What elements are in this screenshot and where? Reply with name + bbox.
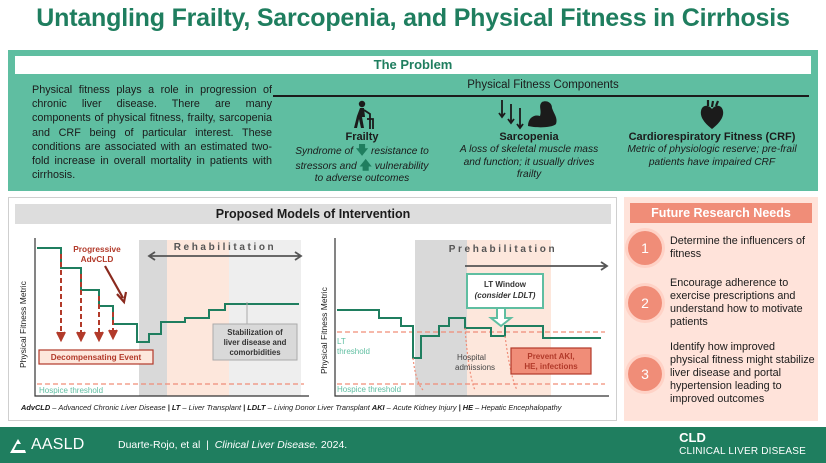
lt-window-sub: (consider LDLT) xyxy=(474,291,536,300)
crf-title: Cardiorespiratory Fitness (CRF) xyxy=(628,131,796,143)
future-item-2 xyxy=(628,277,816,329)
aasld-logo-icon xyxy=(8,435,28,455)
frailty-desc-2a: stressors and xyxy=(295,160,357,172)
component-crf xyxy=(614,98,810,169)
problem-heading: The Problem xyxy=(15,56,811,74)
future-item-1 xyxy=(628,231,816,265)
prevent-label-2: HE, infections xyxy=(524,362,578,371)
footer xyxy=(0,427,826,463)
rehab-phase-label: Rehabilitation xyxy=(173,242,277,253)
stabilization-label-3: comorbidities xyxy=(229,348,281,357)
rehab-ylabel: Physical Fitness Metric xyxy=(18,281,28,368)
hospital-label-1: Hospital xyxy=(457,353,486,362)
component-sarcopenia xyxy=(454,98,604,182)
problem-text: Physical fitness plays a role in progression of chronic liver disease. There are many components of physical fitness, frailty, sarcopenia and CRF being of particular interest. These conditions are associated with an estimated two-fold increase in overall mortality in patients with cirrhosis. xyxy=(32,84,272,182)
prehab-model-diagram xyxy=(315,226,615,401)
rehab-gray-band xyxy=(139,240,167,396)
component-frailty xyxy=(276,98,448,186)
future-num-3: 3 xyxy=(628,357,662,391)
progressive-label-1: Progressive xyxy=(73,244,121,254)
frailty-desc-1b: resistance to xyxy=(371,146,429,157)
future-text-2: Encourage adherence to exercise prescriptions and understand how to motivate patients xyxy=(670,277,803,328)
cld-long: CLINICAL LIVER DISEASE xyxy=(679,446,806,457)
future-heading: Future Research Needs xyxy=(630,203,812,223)
down-arrow-icon: 🡇 xyxy=(355,143,369,157)
aasld-logo xyxy=(8,435,84,455)
problem-panel xyxy=(8,50,818,191)
rehab-light-band xyxy=(229,240,301,396)
rehab-model-diagram xyxy=(9,226,315,401)
citation: Duarte-Rojo, et al | Clinical Liver Disease. 2024. xyxy=(118,439,348,451)
decompensating-label: Decompensating Event xyxy=(50,353,142,362)
sarcopenia-title: Sarcopenia xyxy=(499,131,559,143)
lt-threshold-label-2: threshold xyxy=(337,347,370,356)
progressive-label-2: AdvCLD xyxy=(80,254,114,264)
crf-desc: Metric of physiologic reserve; pre-frail patients have impaired CRF xyxy=(627,144,797,168)
future-panel xyxy=(624,197,818,421)
lt-threshold-label-1: LT xyxy=(337,337,346,346)
rehab-hospice-label: Hospice threshold xyxy=(39,386,104,395)
frailty-desc-2b: vulnerability xyxy=(374,160,429,172)
page-title: Untangling Frailty, Sarcopenia, and Physical Fitness in Cirrhosis xyxy=(36,4,790,32)
frailty-desc-3: to adverse outcomes xyxy=(314,173,410,184)
up-arrow-icon: 🡅 xyxy=(359,157,372,172)
cld-short: CLD xyxy=(679,430,706,445)
prehab-ylabel: Physical Fitness Metric xyxy=(319,287,329,374)
future-num-2: 2 xyxy=(628,286,662,320)
frailty-title: Frailty xyxy=(345,131,379,143)
components-divider xyxy=(273,95,809,97)
components-title: Physical Fitness Components xyxy=(467,79,619,91)
abbreviations: AdvCLD – Advanced Chronic Liver Disease | LT – Liver Transplant | LDLT – Living Donor Liver Transplant AKI – Acute Kidney Injury | HE – Hepatic Encephalopathy xyxy=(21,403,562,412)
future-item-3 xyxy=(628,341,816,406)
progressive-arrow-icon xyxy=(105,266,126,302)
future-num-1: 1 xyxy=(628,231,662,265)
heart-icon xyxy=(699,100,725,130)
stabilization-label-1: Stabilization of xyxy=(227,328,283,337)
prehab-hospice-label: Hospice threshold xyxy=(337,385,402,394)
prehab-phase-label: Prehabilitation xyxy=(448,244,558,255)
rehab-arrow-heads xyxy=(57,330,117,340)
future-text-1: Determine the influencers of fitness xyxy=(670,235,806,260)
muscle-icon xyxy=(498,98,560,130)
models-heading: Proposed Models of Intervention xyxy=(15,204,611,224)
hospital-label-2: admissions xyxy=(455,363,496,372)
stabilization-label-2: liver disease and xyxy=(223,338,287,347)
models-panel xyxy=(8,197,617,421)
cld-brand xyxy=(679,431,806,459)
prevent-label-1: Prevent AKI, xyxy=(527,352,575,361)
lt-window-label: LT Window xyxy=(484,280,526,289)
future-text-3: Identify how improved physical fitness might stabilize liver disease and portal hypertension leading to improved outcomes xyxy=(670,341,815,405)
walker-person-icon xyxy=(350,100,374,130)
frailty-desc-1a: Syndrome of xyxy=(295,146,353,157)
sarcopenia-desc: A loss of skeletal muscle mass and function; it usually drives frailty xyxy=(459,144,599,180)
aasld-logo-text: AASLD xyxy=(31,436,85,453)
